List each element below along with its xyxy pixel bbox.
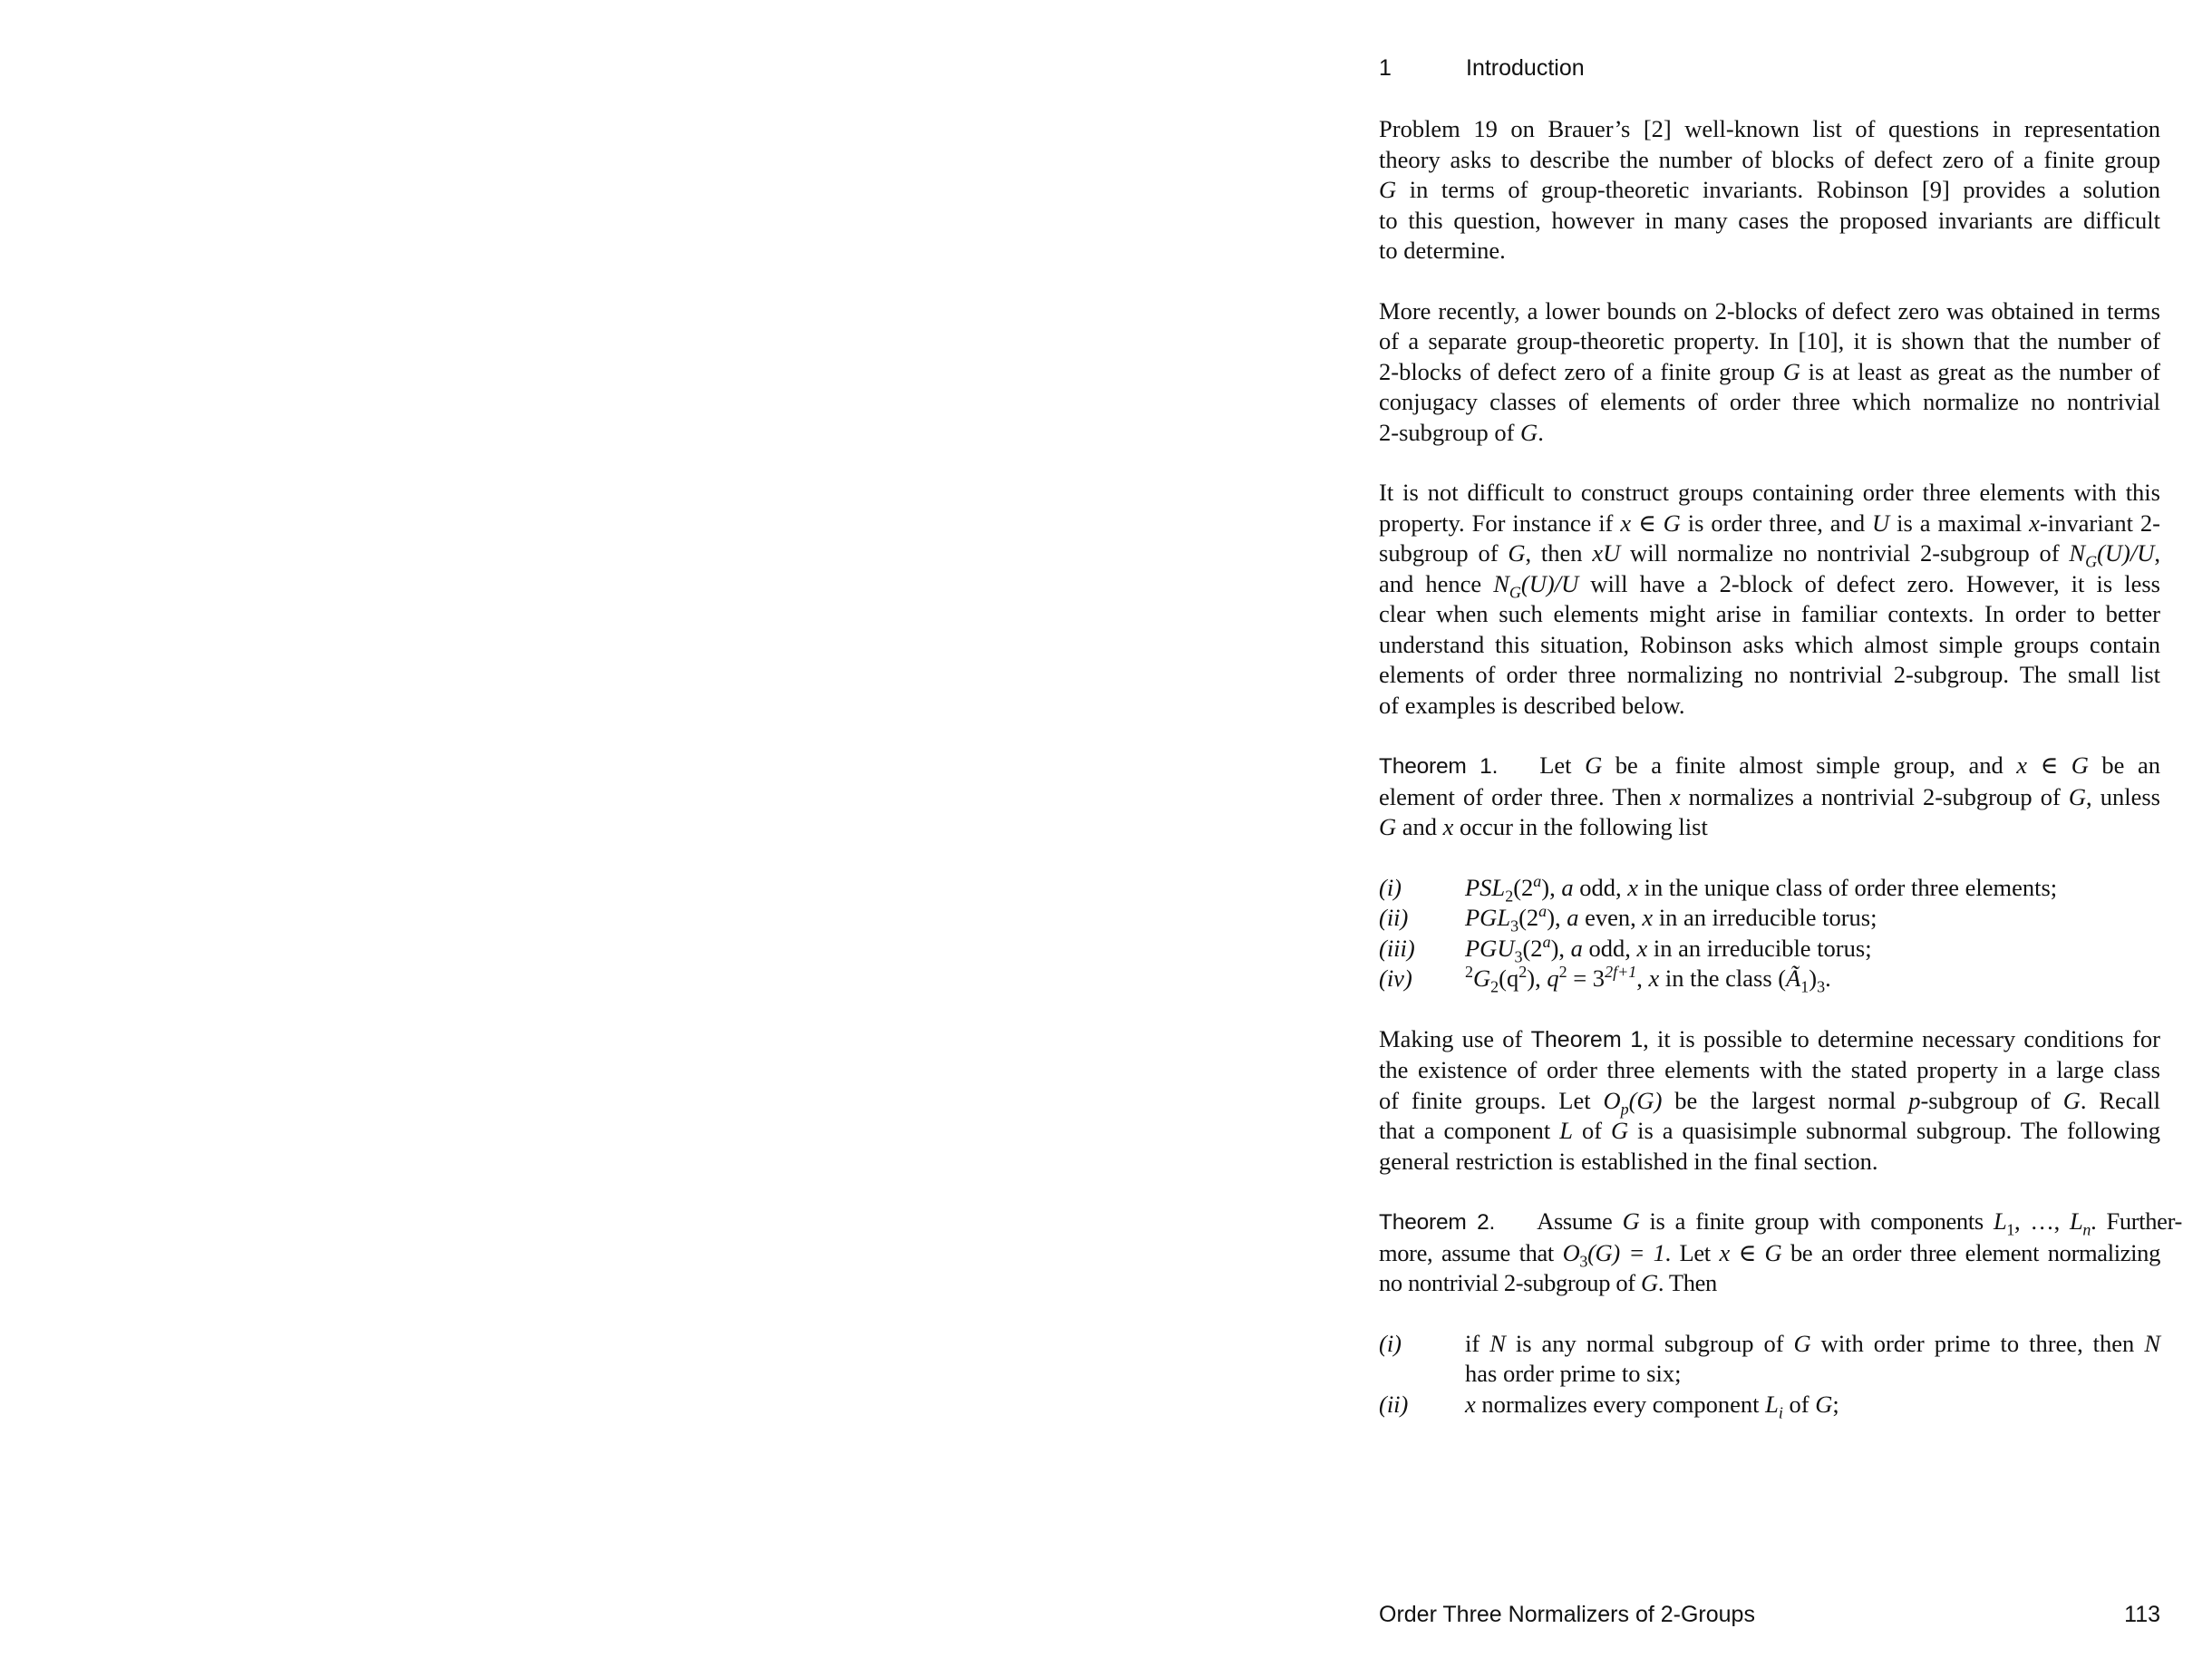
line: of a separate group-theoretic property. In [10], it is shown that the number of xyxy=(1379,327,2160,354)
list-item xyxy=(1379,964,2160,994)
running-title: Order Three Normalizers of 2-Groups xyxy=(1379,1602,1755,1627)
page-footer xyxy=(1379,1599,2160,1630)
line: conjugacy classes of elements of order three which normalize no nontrivial xyxy=(1379,388,2160,415)
line: It is not difficult to construct groups containing order three elements with this xyxy=(1379,479,2160,506)
line: element of order three. Then x normalizes a nontrivial 2-subgroup of G, unless xyxy=(1379,782,2160,810)
line: 2-subgroup of G. xyxy=(1379,418,1544,446)
list-item-body: $PGL_3(2^a)$, a even, x in an irreducible torus; xyxy=(1465,902,1877,935)
list-item-body: x normalizes every component $L_i$ of G; xyxy=(1465,1390,1839,1421)
list-item xyxy=(1379,934,2160,965)
line: if N is any normal subgroup of G with order prime to three, then N xyxy=(1465,1329,2160,1357)
theorem-1-list xyxy=(1379,873,2160,994)
list-item-body: $PGU_3(2^a)$, a odd, x in an irreducible torus; xyxy=(1465,932,1872,965)
line: and hence $N_G(U)/U$ will have a 2-block of defect zero. However, it is less xyxy=(1379,569,2160,601)
line: G and x occur in the following list xyxy=(1379,813,1708,840)
line: Problem 19 on Brauer’s [2] well-known list of questions in representation xyxy=(1379,115,2160,142)
theorem-2-list xyxy=(1379,1329,2160,1420)
list-item-body xyxy=(1465,1329,2160,1390)
list-item-label: (ii) xyxy=(1379,1390,1409,1418)
line: to this question, however in many cases the proposed invariants are difficult xyxy=(1379,206,2160,234)
line: theory asks to describe the number of blocks of defect zero of a finite group xyxy=(1379,145,2160,173)
line: no nontrivial 2-subgroup of G. Then xyxy=(1379,1269,1717,1296)
list-item-label: (iii) xyxy=(1379,934,1415,962)
line: 2-blocks of defect zero of a finite group G is at least as great as the number of xyxy=(1379,357,2161,385)
line: Theorem 2. Assume G is a finite group with components $L_1$, …, $L_n$. Further- xyxy=(1379,1207,2182,1239)
theorem-1 xyxy=(1379,751,2160,843)
line: property. For instance if x ∈ G is order three, and U is a maximal x-invariant 2- xyxy=(1379,509,2160,537)
list-item-body: $^2G_2(q^2)$, $q^2 = 3^{2f+1}$, x in the class $(Ã_1)_3$. xyxy=(1465,963,1831,996)
line: of finite groups. Let $O_p(G)$ be the largest normal p-subgroup of G. Recall xyxy=(1379,1086,2161,1118)
paragraph-3 xyxy=(1379,478,2160,721)
list-item-body: $PSL_2(2^a)$, a odd, x in the unique class of order three elements; xyxy=(1465,871,2058,905)
line: More recently, a lower bounds on 2-blocks of defect zero was obtained in terms xyxy=(1379,296,2160,325)
list-item xyxy=(1379,1390,2160,1420)
section-title: Introduction xyxy=(1466,55,1585,81)
paragraph-4 xyxy=(1379,1024,2160,1178)
list-item xyxy=(1379,903,2160,934)
list-item-label: (iv) xyxy=(1379,965,1412,992)
theorem-1-ref: Theorem 1 xyxy=(1530,1026,1644,1052)
list-item-label: (i) xyxy=(1379,1329,1402,1357)
line: understand this situation, Robinson asks which almost simple groups contain xyxy=(1379,630,2160,658)
line: subgroup of G, then xU will normalize no nontrivial 2-subgroup of $N_G(U)/U$, xyxy=(1379,539,2161,571)
line: the existence of order three elements with the stated property in a large class xyxy=(1379,1056,2160,1083)
line: more, assume that $O_3(G) = 1$. Let x ∈ G be an order three element normalizing xyxy=(1379,1238,2160,1270)
list-item xyxy=(1379,1329,2160,1390)
line: to determine. xyxy=(1379,237,1506,264)
theorem-1-label: Theorem 1. xyxy=(1379,754,1499,779)
list-item-label: (ii) xyxy=(1379,904,1409,931)
line: Theorem 1. Let G be a finite almost simple group, and x ∈ G be an xyxy=(1379,751,2160,779)
line: elements of order three normalizing no nontrivial 2-subgroup. The small list xyxy=(1379,661,2160,688)
line: Making use of Theorem 1, it is possible to determine necessary conditions for xyxy=(1379,1024,2160,1052)
theorem-2 xyxy=(1379,1207,2182,1299)
section-heading xyxy=(1379,53,2160,83)
page-number: 113 xyxy=(2124,1602,2160,1627)
list-item xyxy=(1379,873,2160,904)
line: has order prime to six; xyxy=(1465,1360,1682,1387)
text-column xyxy=(1379,53,2182,1449)
line: G in terms of group-theoretic invariants. Robinson [9] provides a solution xyxy=(1379,176,2160,203)
list-item-label: (i) xyxy=(1379,873,1402,901)
theorem-2-label: Theorem 2. xyxy=(1379,1210,1496,1235)
paragraph-1 xyxy=(1379,114,2160,267)
line: general restriction is established in the final section. xyxy=(1379,1147,1878,1175)
section-number: 1 xyxy=(1379,55,1392,81)
line: that a component L of G is a quasisimple subnormal subgroup. The following xyxy=(1379,1117,2161,1144)
line: of examples is described below. xyxy=(1379,691,1685,719)
paragraph-2 xyxy=(1379,296,2160,449)
line: clear when such elements might arise in familiar contexts. In order to better xyxy=(1379,600,2160,627)
